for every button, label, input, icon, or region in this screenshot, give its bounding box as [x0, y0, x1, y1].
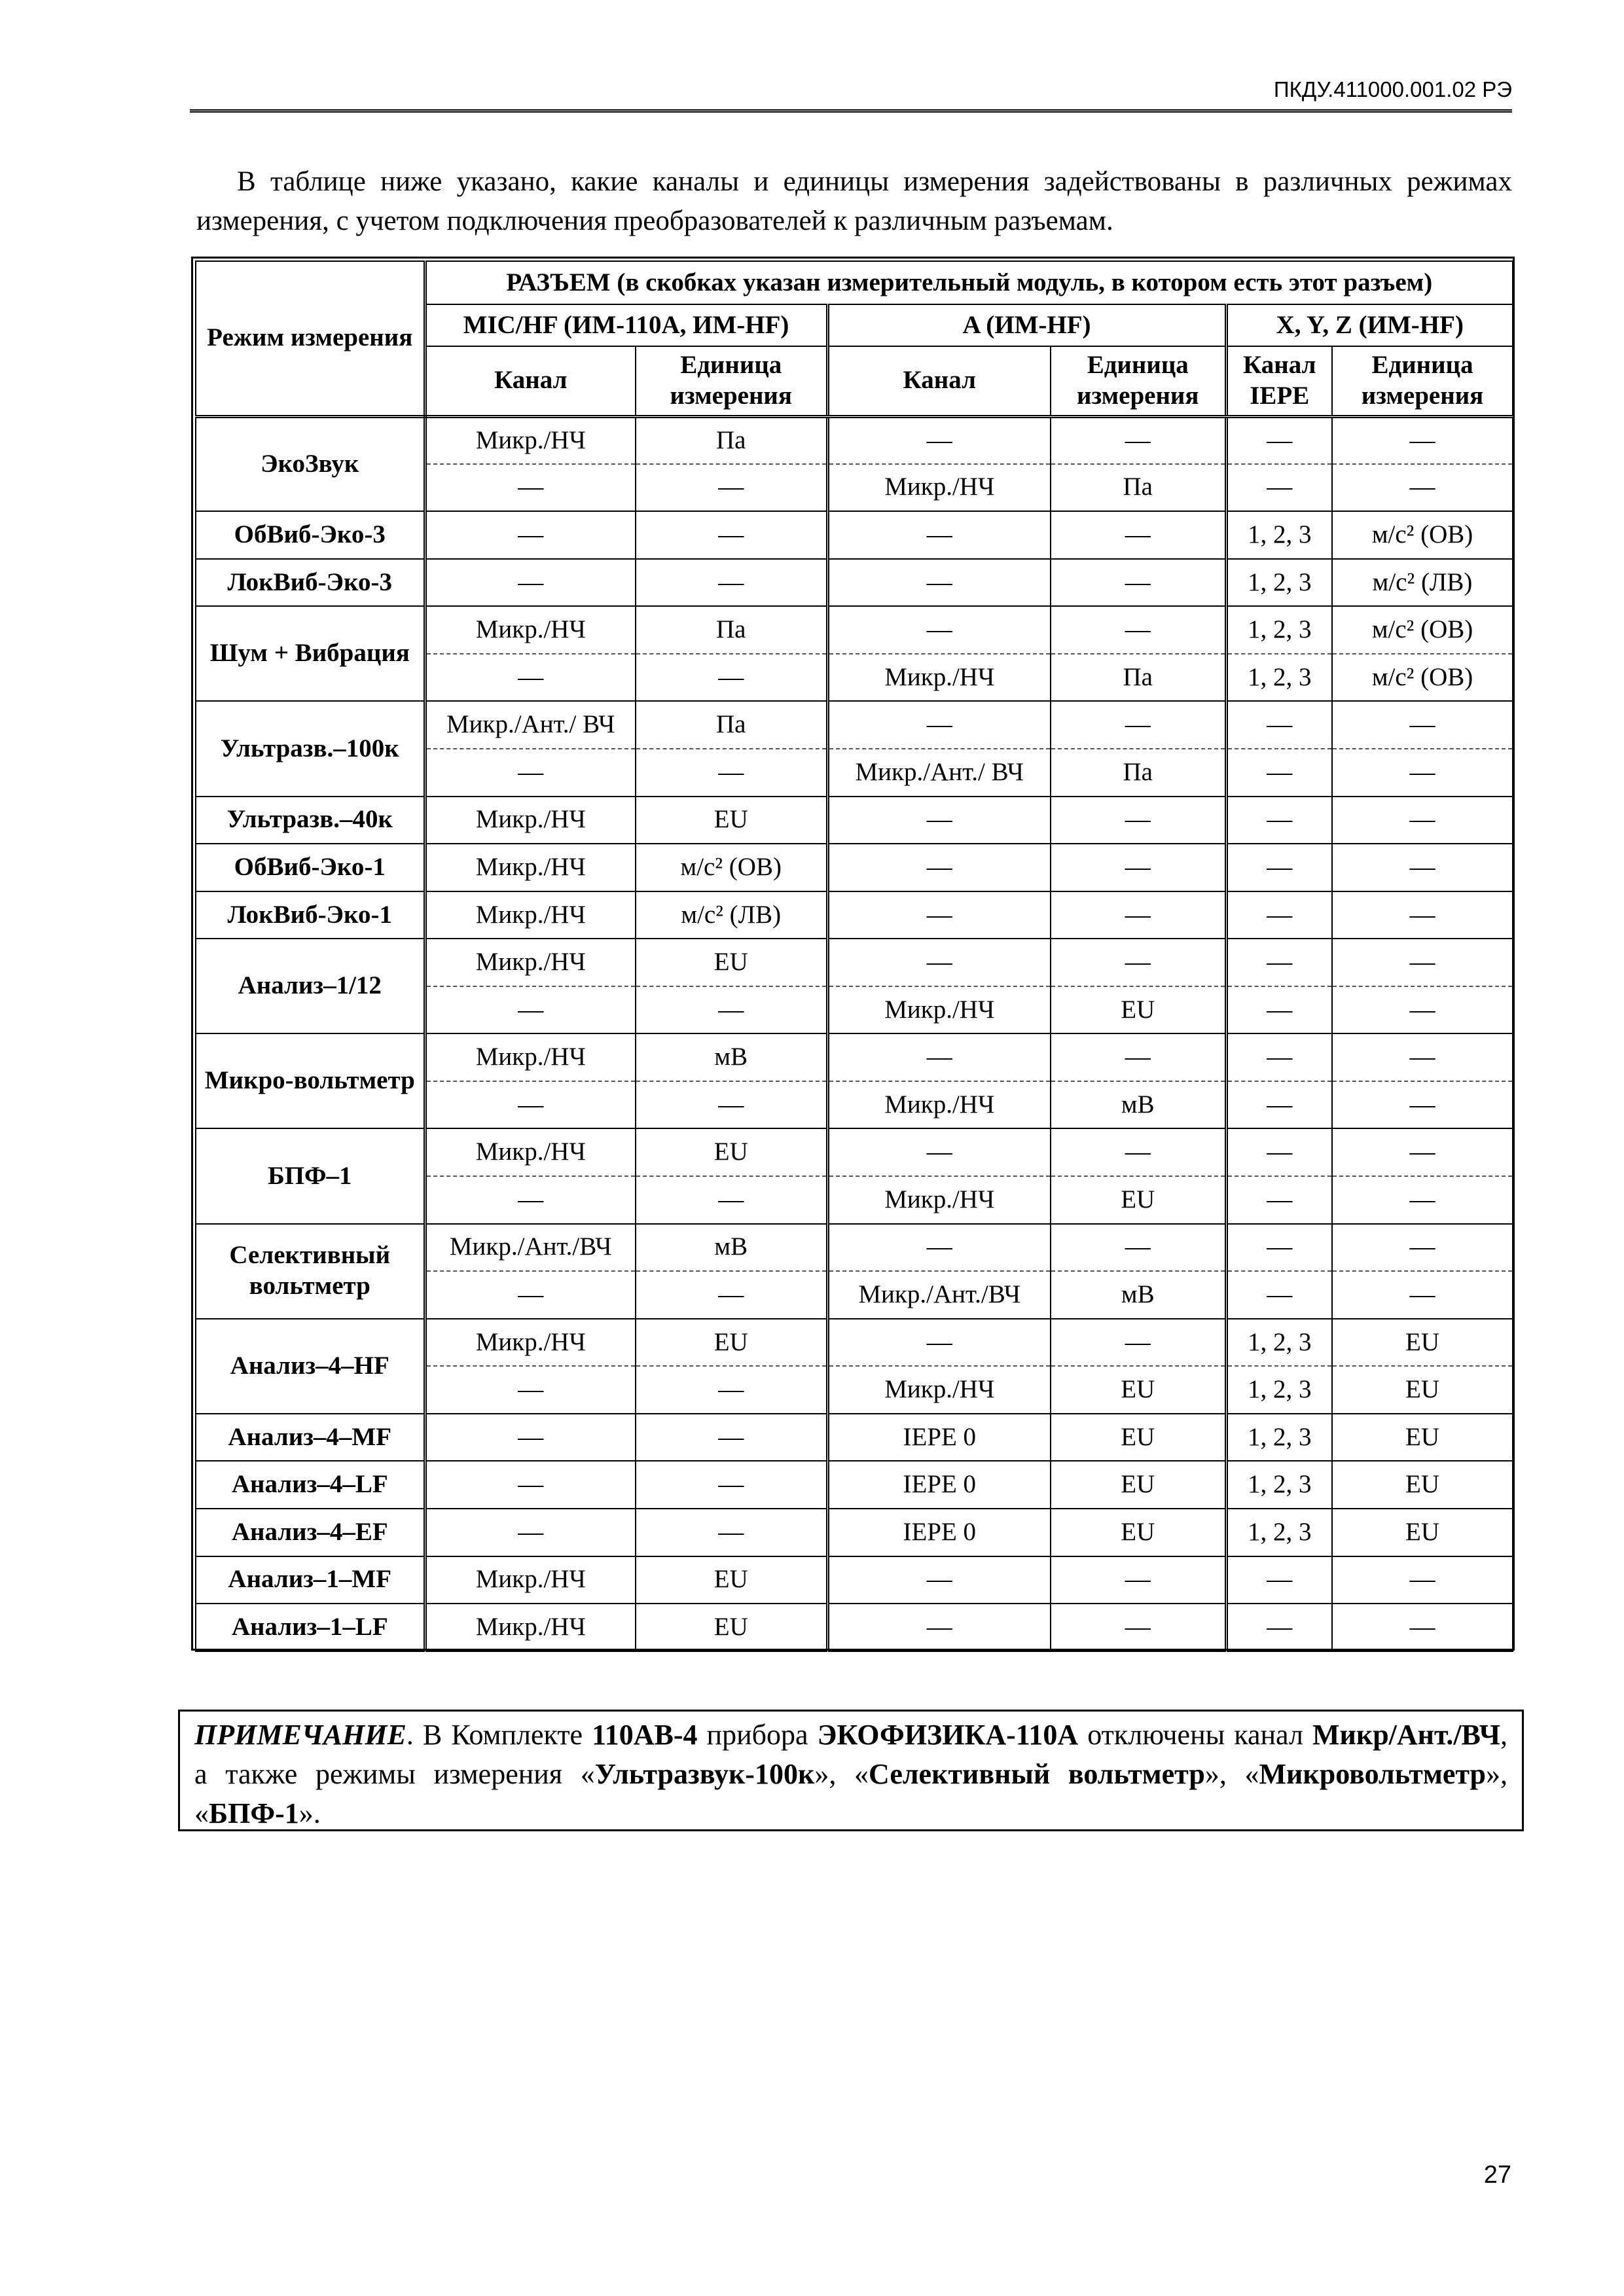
table-cell: —	[827, 844, 1051, 891]
table-cell: IEPE 0	[827, 1414, 1051, 1462]
table-cell: —	[425, 654, 636, 702]
table-cell: —	[827, 939, 1051, 986]
mode-cell: ОбВиб-Эко-3	[196, 511, 425, 559]
table-cell: —	[1332, 1604, 1513, 1651]
mode-cell: Анализ–1–MF	[196, 1556, 425, 1604]
col-unit-xyz: Единица измерения	[1332, 346, 1513, 416]
table-cell: мВ	[1051, 1271, 1226, 1319]
note-bold: Микр/Ант./ВЧ	[1312, 1719, 1500, 1751]
table-cell: —	[1051, 511, 1226, 559]
table-cell: Микр./НЧ	[425, 606, 636, 654]
table-cell: —	[1332, 1224, 1513, 1272]
table-cell: Микр./НЧ	[425, 416, 636, 464]
table-cell: —	[636, 559, 827, 607]
table-cell: —	[636, 1176, 827, 1224]
mode-cell: Микро-вольтметр	[196, 1033, 425, 1128]
table-cell: Микр./НЧ	[425, 1128, 636, 1176]
table-row	[196, 844, 1513, 891]
table-cell: Микр./НЧ	[827, 986, 1051, 1034]
table-cell: 1, 2, 3	[1226, 559, 1332, 607]
table-cell: EU	[636, 797, 827, 844]
table-cell: EU	[1051, 1176, 1226, 1224]
table-cell: —	[1332, 1176, 1513, 1224]
table-cell: —	[827, 606, 1051, 654]
mode-cell: Анализ–1/12	[196, 939, 425, 1033]
table-row	[196, 511, 1513, 559]
table-cell: —	[1051, 559, 1226, 607]
table-cell: Па	[636, 606, 827, 654]
table-cell: —	[1226, 464, 1332, 512]
table-cell: —	[636, 1271, 827, 1319]
table-cell: —	[1051, 606, 1226, 654]
table-cell: —	[1051, 1224, 1226, 1272]
table-cell: м/с² (ОВ)	[1332, 654, 1513, 702]
table-cell: Микр./Ант./ВЧ	[425, 1224, 636, 1272]
table-cell: EU	[1051, 986, 1226, 1034]
table-cell: Микр./НЧ	[425, 1556, 636, 1604]
mode-cell: ЛокВиб-Эко-3	[196, 559, 425, 607]
table-cell: —	[827, 1224, 1051, 1272]
table-cell: —	[1226, 1081, 1332, 1129]
table-cell: —	[636, 1461, 827, 1509]
table-cell: мВ	[1051, 1081, 1226, 1129]
table-cell: —	[1226, 1128, 1332, 1176]
table-cell: 1, 2, 3	[1226, 606, 1332, 654]
group-a-header: A (ИМ-HF)	[827, 304, 1226, 346]
table-row	[196, 1414, 1513, 1462]
table-cell: —	[1051, 844, 1226, 891]
table-cell: Микр./НЧ	[425, 1604, 636, 1651]
col-unit-mic: Единица измерения	[636, 346, 827, 416]
mode-cell: Анализ–4–LF	[196, 1461, 425, 1509]
table-cell: —	[1332, 1081, 1513, 1129]
table-cell: EU	[1051, 1509, 1226, 1556]
table-cell: IEPE 0	[827, 1509, 1051, 1556]
table-cell: —	[1051, 701, 1226, 749]
table-row	[196, 606, 1513, 654]
table-cell: —	[827, 891, 1051, 939]
modes-table-frame	[191, 257, 1515, 1651]
table-cell: EU	[1051, 1366, 1226, 1414]
table-cell: —	[1226, 416, 1332, 464]
table-cell: —	[1051, 797, 1226, 844]
table-cell: 1, 2, 3	[1226, 1461, 1332, 1509]
table-cell: Микр./Ант./ВЧ	[827, 1271, 1051, 1319]
table-cell: —	[636, 464, 827, 512]
note-text: », «	[1204, 1758, 1259, 1790]
table-cell: —	[425, 749, 636, 797]
table-cell: Па	[1051, 749, 1226, 797]
table-cell: —	[1051, 1556, 1226, 1604]
mode-cell: Ультразв.–40к	[196, 797, 425, 844]
mode-cell: ЭкоЗвук	[196, 416, 425, 511]
table-cell: —	[636, 511, 827, 559]
table-cell: —	[1332, 464, 1513, 512]
note-text: ».	[298, 1797, 321, 1829]
table-cell: IEPE 0	[827, 1461, 1051, 1509]
table-cell: —	[1332, 1271, 1513, 1319]
table-cell: —	[1332, 939, 1513, 986]
note-box	[178, 1710, 1524, 1831]
table-cell: —	[1332, 797, 1513, 844]
table-cell: EU	[636, 1604, 827, 1651]
table-cell: Микр./НЧ	[827, 1366, 1051, 1414]
note-bold: Ультразвук-100к	[594, 1758, 815, 1790]
table-cell: —	[425, 1271, 636, 1319]
page-number: 27	[1483, 2161, 1511, 2189]
table-cell: Микр./НЧ	[827, 464, 1051, 512]
table-cell: 1, 2, 3	[1226, 1366, 1332, 1414]
table-cell: —	[827, 1319, 1051, 1367]
table-cell: —	[425, 1461, 636, 1509]
table-cell: —	[1332, 1033, 1513, 1081]
table-cell: —	[827, 797, 1051, 844]
table-cell: —	[1332, 891, 1513, 939]
table-cell: м/с² (ЛВ)	[636, 891, 827, 939]
table-cell: —	[636, 749, 827, 797]
mode-cell: Анализ–4–EF	[196, 1509, 425, 1556]
note-bold: ЭКОФИЗИКА-110А	[817, 1719, 1079, 1751]
table-row	[196, 939, 1513, 986]
table-cell: —	[636, 1509, 827, 1556]
table-cell: —	[827, 416, 1051, 464]
table-cell: —	[636, 1366, 827, 1414]
table-cell: —	[425, 464, 636, 512]
table-cell: —	[1332, 1128, 1513, 1176]
table-cell: —	[827, 1556, 1051, 1604]
table-row	[196, 1556, 1513, 1604]
table-cell: 1, 2, 3	[1226, 1509, 1332, 1556]
table-cell: мВ	[636, 1033, 827, 1081]
table-cell: —	[1226, 1271, 1332, 1319]
col-channel-iepe: Канал IEPE	[1226, 346, 1332, 416]
table-cell: —	[1226, 986, 1332, 1034]
mode-cell: ОбВиб-Эко-1	[196, 844, 425, 891]
table-cell: Микр./НЧ	[425, 1033, 636, 1081]
table-cell: Микр./НЧ	[827, 1176, 1051, 1224]
table-cell: Па	[636, 701, 827, 749]
table-cell: —	[1226, 844, 1332, 891]
table-cell: —	[1226, 939, 1332, 986]
table-cell: —	[1332, 844, 1513, 891]
table-cell: мВ	[636, 1224, 827, 1272]
group-xyz-header: X, Y, Z (ИМ-HF)	[1226, 304, 1513, 346]
table-cell: Микр./Ант./ ВЧ	[425, 701, 636, 749]
note-text: прибора	[697, 1719, 818, 1751]
table-cell: —	[1051, 1033, 1226, 1081]
table-cell: 1, 2, 3	[1226, 1414, 1332, 1462]
note-text: отключены канал	[1078, 1719, 1312, 1751]
table-cell: 1, 2, 3	[1226, 654, 1332, 702]
table-cell: Микр./НЧ	[425, 939, 636, 986]
document-code: ПКДУ.411000.001.02 РЭ	[1273, 77, 1512, 101]
table-cell: —	[1226, 1604, 1332, 1651]
mode-cell: Анализ–4–HF	[196, 1319, 425, 1414]
mode-cell: Шум + Вибрация	[196, 606, 425, 701]
table-cell: —	[425, 1414, 636, 1462]
table-cell: —	[636, 1081, 827, 1129]
table-cell: м/с² (ОВ)	[636, 844, 827, 891]
page-header	[190, 73, 1512, 113]
table-cell: EU	[636, 1128, 827, 1176]
table-cell: EU	[1051, 1414, 1226, 1462]
table-cell: —	[636, 1414, 827, 1462]
table-cell: EU	[1051, 1461, 1226, 1509]
table-cell: Микр./НЧ	[827, 1081, 1051, 1129]
table-cell: EU	[1332, 1366, 1513, 1414]
table-cell: —	[1051, 939, 1226, 986]
table-row	[196, 1319, 1513, 1367]
col-unit-a: Единица измерения	[1051, 346, 1226, 416]
table-cell: м/с² (ОВ)	[1332, 606, 1513, 654]
table-cell: EU	[1332, 1509, 1513, 1556]
col-channel-mic: Канал	[425, 346, 636, 416]
table-cell: Па	[1051, 654, 1226, 702]
table-cell: —	[827, 559, 1051, 607]
table-cell: Микр./НЧ	[827, 654, 1051, 702]
table-cell: м/с² (ЛВ)	[1332, 559, 1513, 607]
intro-paragraph: В таблице ниже указано, какие каналы и единицы измерения задействованы в различных режимах измерения, с учетом подключения преобразователей к различным разъемам.	[196, 166, 1512, 236]
table-cell: —	[1051, 1319, 1226, 1367]
table-cell: —	[636, 654, 827, 702]
table-cell: —	[1051, 1128, 1226, 1176]
table-cell: —	[1226, 749, 1332, 797]
note-bold: Селективный вольтметр	[869, 1758, 1205, 1790]
mode-cell: Анализ–1–LF	[196, 1604, 425, 1651]
table-cell: Микр./НЧ	[425, 1319, 636, 1367]
table-row	[196, 1461, 1513, 1509]
table-cell: Па	[636, 416, 827, 464]
table-cell: EU	[636, 1556, 827, 1604]
table-row	[196, 416, 1513, 464]
table-cell: Па	[1051, 464, 1226, 512]
table-row	[196, 891, 1513, 939]
table-cell: —	[827, 701, 1051, 749]
group-mic-header: MIC/HF (ИМ-110А, ИМ-HF)	[425, 304, 827, 346]
table-row	[196, 797, 1513, 844]
table-cell: Микр./НЧ	[425, 797, 636, 844]
note-bold: 110АВ-4	[592, 1719, 698, 1751]
table-cell: —	[425, 511, 636, 559]
table-cell: —	[1226, 797, 1332, 844]
table-cell: —	[827, 1033, 1051, 1081]
table-cell: 1, 2, 3	[1226, 1319, 1332, 1367]
mode-cell: Анализ–4–MF	[196, 1414, 425, 1462]
table-cell: EU	[1332, 1319, 1513, 1367]
table-cell: —	[827, 1604, 1051, 1651]
table-cell: EU	[1332, 1461, 1513, 1509]
table-cell: —	[1226, 1224, 1332, 1272]
table-cell: —	[1051, 416, 1226, 464]
table-cell: —	[827, 511, 1051, 559]
mode-cell: БПФ–1	[196, 1128, 425, 1223]
table-row	[196, 1033, 1513, 1081]
note-lead: ПРИМЕЧАНИЕ	[194, 1719, 406, 1751]
table-cell: —	[1226, 701, 1332, 749]
table-row	[196, 559, 1513, 607]
table-cell: —	[1226, 1176, 1332, 1224]
table-cell: —	[1226, 891, 1332, 939]
table-cell: —	[1226, 1556, 1332, 1604]
table-cell: 1, 2, 3	[1226, 511, 1332, 559]
table-cell: EU	[636, 1319, 827, 1367]
note-text: », «	[194, 1758, 1508, 1829]
mode-header: Режим измерения	[196, 261, 425, 416]
connector-header: РАЗЪЕМ (в скобках указан измерительный модуль, в котором есть этот разъем)	[425, 261, 1513, 304]
table-cell: —	[425, 1366, 636, 1414]
mode-cell: Ультразв.–100к	[196, 701, 425, 796]
table-cell: —	[425, 986, 636, 1034]
col-channel-a: Канал	[827, 346, 1051, 416]
table-cell: Микр./НЧ	[425, 844, 636, 891]
note-text: », «	[814, 1758, 869, 1790]
note-bold: БПФ-1	[209, 1797, 299, 1829]
mode-cell: ЛокВиб-Эко-1	[196, 891, 425, 939]
table-cell: —	[425, 1176, 636, 1224]
table-cell: м/с² (ОВ)	[1332, 511, 1513, 559]
note-text: . В Комплекте	[406, 1719, 592, 1751]
table-cell: —	[425, 1081, 636, 1129]
table-cell: —	[1226, 1033, 1332, 1081]
table-cell: —	[1332, 1556, 1513, 1604]
table-row	[196, 1128, 1513, 1176]
note-bold: Микровольтметр	[1259, 1758, 1487, 1790]
table-cell: —	[425, 559, 636, 607]
mode-cell: Селективный вольтметр	[196, 1224, 425, 1319]
table-cell: —	[1332, 986, 1513, 1034]
table-cell: EU	[636, 939, 827, 986]
table-row	[196, 1509, 1513, 1556]
table-cell: —	[1332, 701, 1513, 749]
note-text: , а также режимы измерения «	[194, 1719, 1507, 1790]
table-row	[196, 1224, 1513, 1272]
table-cell: EU	[1332, 1414, 1513, 1462]
modes-table	[195, 260, 1513, 1652]
table-cell: —	[1332, 749, 1513, 797]
table-row	[196, 1604, 1513, 1651]
table-cell: —	[425, 1509, 636, 1556]
table-cell: Микр./Ант./ ВЧ	[827, 749, 1051, 797]
table-cell: —	[1051, 1604, 1226, 1651]
table-row	[196, 701, 1513, 749]
table-cell: —	[827, 1128, 1051, 1176]
table-cell: Микр./НЧ	[425, 891, 636, 939]
table-cell: —	[636, 986, 827, 1034]
table-cell: —	[1332, 416, 1513, 464]
table-cell: —	[1051, 891, 1226, 939]
